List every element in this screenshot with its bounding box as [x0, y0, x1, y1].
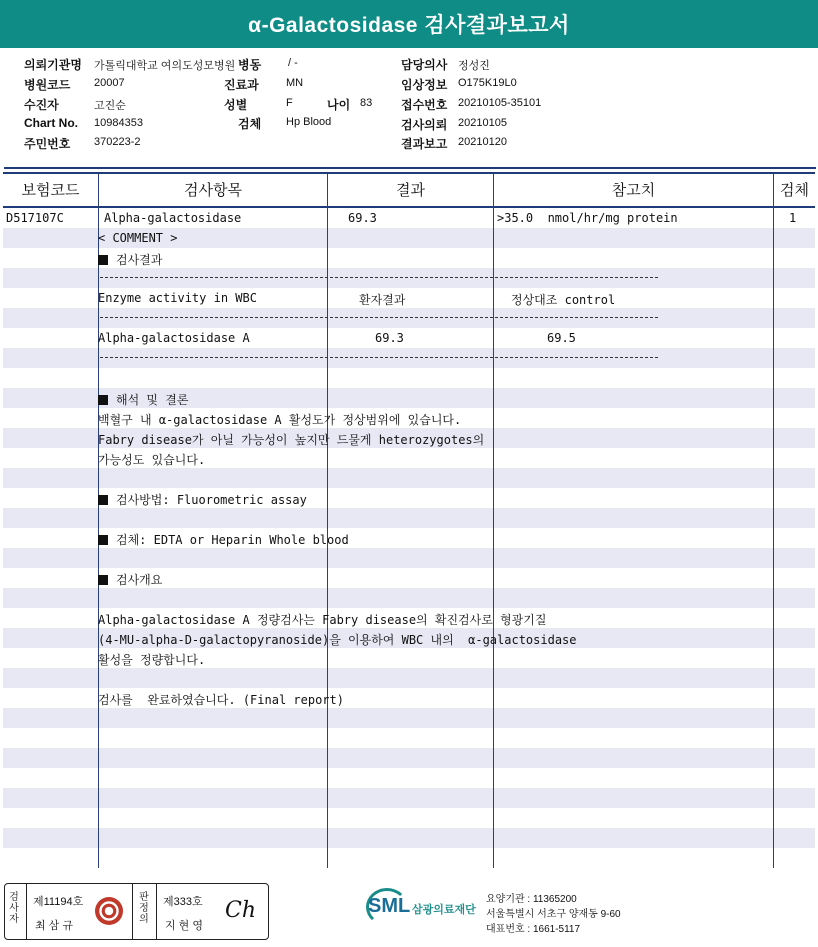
- control-value: 69.5: [547, 331, 576, 345]
- specimen-value: Hp Blood: [286, 116, 332, 128]
- interp-heading: [98, 391, 188, 408]
- chart-no-value: 10984353: [94, 117, 143, 129]
- column-divider: [773, 174, 774, 868]
- specimen-text: 검체: EDTA or Heparin Whole blood: [116, 533, 349, 547]
- header-code: 보험코드: [21, 182, 80, 199]
- row-item: Alpha-galactosidase: [104, 211, 242, 225]
- table-stripe: [3, 268, 815, 288]
- table-stripe: [3, 828, 815, 848]
- enzyme-row-name: Alpha-galactosidase A: [98, 331, 250, 345]
- doctor-value: 정성진: [458, 60, 490, 72]
- header-item: 검사항목: [184, 182, 242, 199]
- column-divider: [493, 174, 494, 868]
- report-date-value: 20210120: [458, 136, 507, 148]
- bullet-square: [98, 535, 108, 545]
- sex-value: F: [286, 97, 293, 109]
- institution-value: 가톨릭대학교 여의도성모병원: [94, 60, 236, 72]
- institution-label: 의뢰기관명: [24, 58, 82, 72]
- patient-result-col: 환자결과: [359, 293, 406, 307]
- department-label: 진료과: [224, 78, 259, 92]
- interp-heading-text: 해석 및 결론: [116, 393, 189, 407]
- reviewer-license: 제333호: [163, 896, 203, 908]
- row-code: D517107C: [6, 211, 64, 225]
- chart-no-label: Chart No.: [24, 116, 78, 130]
- foundation-name: 삼광의료재단: [412, 904, 476, 916]
- care-org: 요양기관 : 11365200: [486, 894, 577, 905]
- comment-open: < COMMENT >: [98, 231, 178, 245]
- interp-line-2: Fabry disease가 아닐 가능성이 높지만 드물게 heterozygotes의: [98, 433, 485, 447]
- sign-divider: [156, 884, 157, 939]
- signature: Ch: [225, 898, 257, 923]
- request-date-value: 20210105: [458, 117, 507, 129]
- sml-logo-text: SML: [368, 895, 411, 917]
- method-text: 검사방법: Fluorometric assay: [116, 493, 307, 507]
- inspector-license: 제11194호: [33, 896, 84, 908]
- doctor-label: 담당의사: [401, 58, 448, 72]
- bullet-square: [98, 395, 108, 405]
- interp-line-3: 가능성도 있습니다.: [98, 453, 206, 467]
- report-title: α-Galactosidase 검사결과보고서: [0, 0, 818, 48]
- row-result: 69.3: [348, 211, 377, 225]
- table-stripe: [3, 708, 815, 728]
- interp-line-1: 백혈구 내 α-galactosidase A 활성도가 정상범위에 있습니다.: [98, 413, 462, 427]
- report-date-label: 결과보고: [401, 137, 448, 151]
- patient-value: 69.3: [375, 331, 404, 345]
- dashed-rule: [100, 317, 658, 318]
- department-value: MN: [286, 77, 304, 89]
- clinical-info-label: 임상정보: [401, 78, 448, 92]
- receipt-no-label: 접수번호: [401, 98, 448, 112]
- age-label: 나이: [327, 98, 351, 112]
- table-stripe: [3, 788, 815, 808]
- sex-label: 성별: [224, 98, 248, 112]
- bullet-square: [98, 575, 108, 585]
- final-report-line: 검사를 완료하였습니다. (Final report): [98, 693, 344, 707]
- report-footer: [0, 880, 818, 947]
- receiver-label: 수진자: [24, 98, 59, 112]
- hospital-code-value: 20007: [94, 77, 125, 89]
- clinical-info-value: O175K19L0: [458, 77, 517, 89]
- hospital-code-label: 병원코드: [24, 78, 71, 92]
- table-stripe: [3, 668, 815, 688]
- age-value: 83: [360, 97, 373, 109]
- specimen-label: 검체: [238, 117, 262, 131]
- header-divider: [4, 167, 816, 169]
- table-stripe: [3, 468, 815, 488]
- header-rule: [3, 206, 815, 208]
- sign-divider: [132, 884, 133, 939]
- method-line: [98, 491, 307, 508]
- dashed-rule: [100, 277, 658, 278]
- overview-line-1: Alpha-galactosidase A 정량검사는 Fabry disease의 확진검사로 형광기질: [98, 613, 547, 627]
- dashed-rule: [100, 357, 658, 358]
- overview-heading: [98, 571, 162, 588]
- bullet-square: [98, 495, 108, 505]
- row-specimen: 1: [789, 211, 797, 225]
- control-col: 정상대조 control: [511, 293, 616, 307]
- seal-icon: [95, 897, 123, 925]
- enzyme-col-label: Enzyme activity in WBC: [98, 291, 257, 305]
- column-divider: [98, 174, 99, 868]
- sign-divider: [26, 884, 27, 939]
- table-stripe: [3, 748, 815, 768]
- phone: 대표번호 : 1661-5117: [486, 924, 581, 935]
- overview-line-2: (4-MU-alpha-D-galactopyranoside)을 이용하여 WBC 내의 α-galactosidase: [98, 633, 577, 647]
- reviewer-name: 지 현 영: [165, 920, 203, 932]
- table-stripe: [3, 348, 815, 368]
- inspector-name: 최 삼 규: [35, 920, 73, 932]
- resident-no-label: 주민번호: [24, 137, 71, 151]
- header-result: 결과: [396, 182, 425, 199]
- table-stripe: [3, 508, 815, 528]
- row-reference: >35.0 nmol/hr/mg protein: [497, 211, 678, 225]
- specimen-line: [98, 531, 349, 548]
- result-heading: [98, 251, 162, 268]
- receipt-no-value: 20210105-35101: [458, 97, 542, 109]
- inspector-label: 검사자: [9, 892, 19, 925]
- reviewer-label: 판정의: [139, 892, 149, 925]
- receiver-value: 고진순: [94, 100, 126, 112]
- header-specimen: 검체: [780, 182, 809, 199]
- table-stripe: [3, 588, 815, 608]
- ward-value: / -: [288, 57, 298, 69]
- result-heading-text: 검사결과: [116, 253, 163, 267]
- ward-label: 병동: [238, 58, 262, 72]
- table-stripe: [3, 308, 815, 328]
- result-table: [3, 172, 815, 868]
- overview-heading-text: 검사개요: [116, 573, 163, 587]
- request-date-label: 검사의뢰: [401, 118, 448, 132]
- table-stripe: [3, 548, 815, 568]
- address: 서울특별시 서초구 양재동 9-60: [486, 909, 621, 920]
- bullet-square: [98, 255, 108, 265]
- overview-line-3: 활성을 정량합니다.: [98, 653, 206, 667]
- signature-box: [4, 883, 269, 940]
- column-divider: [327, 174, 328, 868]
- resident-no-value: 370223-2: [94, 136, 141, 148]
- header-reference: 참고치: [611, 182, 656, 199]
